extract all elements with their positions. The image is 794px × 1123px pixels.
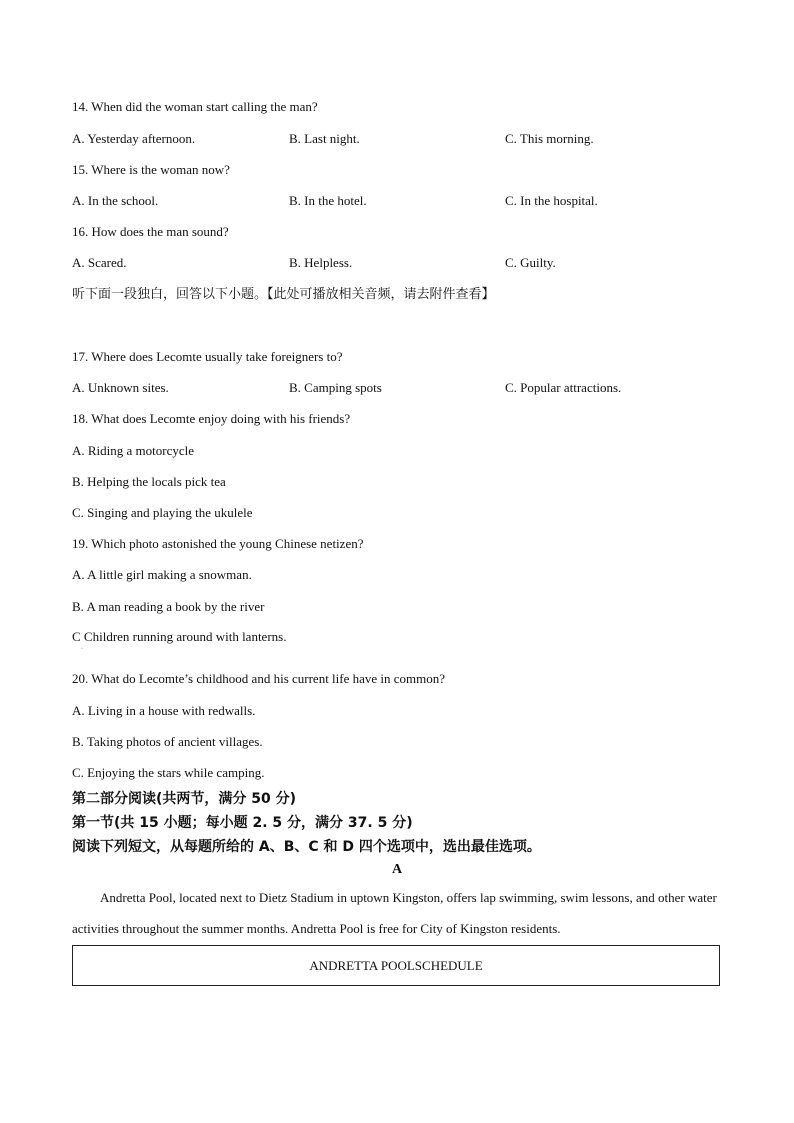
question-17: 17. Where does Lecomte usually take foreigners to? (72, 349, 343, 364)
q18-option-a: A. Riding a motorcycle (72, 443, 195, 458)
q17-option-c: C. Popular attractions. (505, 380, 622, 395)
q15-option-c: C. In the hospital. (505, 193, 598, 208)
question-18: 18. What does Lecomte enjoy doing with his friends? (72, 411, 351, 426)
question-16: 16. How does the man sound? (72, 224, 229, 239)
q16-option-c: C. Guilty. (505, 255, 556, 270)
q15-option-a: A. In the school. (72, 193, 159, 208)
passage-paragraph: Andretta Pool, located next to Dietz Stadium in uptown Kingston, offers lap swimming, swim lessons, and other water activities throughout the summer months. Andretta Pool is free for City of Kingston residents. (72, 890, 717, 936)
q14-option-c: C. This morning. (505, 131, 594, 146)
q14-option-a: A. Yesterday afternoon. (72, 131, 196, 146)
stray-dot: · (81, 646, 83, 652)
q16-option-a: A. Scared. (72, 255, 127, 270)
question-19: 19. Which photo astonished the young Chinese netizen? (72, 536, 364, 551)
q19-option-b: B. A man reading a book by the river (72, 599, 265, 614)
section-heading-reading: 第二部分阅读(共两节，满分 50 分) (72, 791, 297, 807)
q20-option-b: B. Taking photos of ancient villages. (72, 734, 263, 749)
q18-option-b: B. Helping the locals pick tea (72, 474, 226, 489)
q15-option-b: B. In the hotel. (289, 193, 367, 208)
q20-option-a: A. Living in a house with redwalls. (72, 703, 256, 718)
q19-option-a: A. A little girl making a snowman. (72, 567, 252, 582)
passage-label: A (391, 862, 403, 877)
question-14: 14. When did the woman start calling the man? (72, 99, 318, 114)
q17-option-b: B. Camping spots (289, 380, 382, 395)
question-20: 20. What do Lecomte’s childhood and his current life have in common? (72, 671, 446, 686)
section-heading-instruction: 阅读下列短文，从每题所给的 A、B、C 和 D 四个选项中，选出最佳选项。 (72, 839, 541, 855)
question-15: 15. Where is the woman now? (72, 162, 230, 177)
q19-option-c: C Children running around with lanterns. (72, 629, 287, 644)
q14-option-b: B. Last night. (289, 131, 360, 146)
q16-option-b: B. Helpless. (289, 255, 353, 270)
schedule-title-box (72, 945, 720, 986)
q18-option-c: C. Singing and playing the ukulele (72, 505, 253, 520)
monologue-instruction: 听下面一段独白，回答以下小题。【此处可播放相关音频，请去附件查看】 (72, 287, 495, 302)
schedule-title: ANDRETTA POOLSCHEDULE (309, 957, 483, 973)
q17-option-a: A. Unknown sites. (72, 380, 169, 395)
q20-option-c: C. Enjoying the stars while camping. (72, 765, 265, 780)
section-heading-part1: 第一节(共 15 小题；每小题 2. 5 分，满分 37. 5 分) (72, 815, 413, 831)
